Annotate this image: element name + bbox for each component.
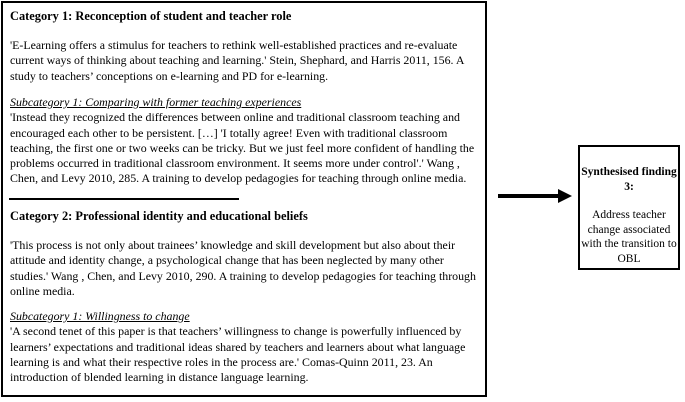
category-2-subcategory-title: Subcategory 1: Willingness to change: [10, 309, 190, 323]
arrow-shaft: [498, 194, 560, 198]
finding-body: Address teacher change associated with the transition to OBL: [581, 209, 677, 265]
category-2-subcategory-quote: 'A second tenet of this paper is that teachers’ willingness to change is powerfully influenced by learners’ expectations and traditional ideas shared by teachers and learners about what language learning is and what their respective roles in the process are.' Comas-Quinn 2011, 23. An introduction of blended learning in distance language learning.: [10, 324, 466, 385]
category-1-subcategory-title: Subcategory 1: Comparing with former teaching experiences: [10, 95, 302, 109]
category-1-subcategory-quote: 'Instead they recognized the differences between online and traditional classroom teaching and encouraged each other to be persistent. […] 'I totally agree! Even with traditional classroom teaching, the first one or two weeks can be tricky. But we just feel more confident of handling the problems occurred in traditional classroom environment. It seems more under control'.' Wang , Chen, and Levy 2010, 285. A training to develop pedagogies for teaching through online media.: [10, 110, 475, 186]
category-2-quote: 'This process is not only about trainees’ knowledge and skill development but also about their attitude and identity change, a psychological change that has been neglected by many other studies.' Wang , Chen, and Levy 2010, 290. A training to develop pedagogies for teaching through online media.: [10, 238, 476, 298]
category-2-subcategory: [10, 309, 482, 385]
category-2-title: Category 2: Professional identity and educational beliefs: [10, 209, 308, 223]
arrow-right-icon: [498, 189, 572, 203]
category-1-title: Category 1: Reconception of student and teacher role: [10, 9, 292, 23]
category-divider: [9, 198, 239, 200]
synthesised-finding-box: [578, 145, 680, 270]
arrow-head: [558, 189, 572, 203]
finding-title: Synthesised finding 3:: [581, 166, 677, 193]
category-1-quote: 'E-Learning offers a stimulus for teachers to rethink well-established practices and re-evaluate current ways of thinking about teaching and learning.' Stein, Shephard, and Harris 2011, 156. A study to teachers’ conceptions on e-learning and PD for e-learning.: [10, 38, 464, 83]
category-1-subcategory: [10, 95, 482, 187]
categories-box: [1, 1, 487, 397]
